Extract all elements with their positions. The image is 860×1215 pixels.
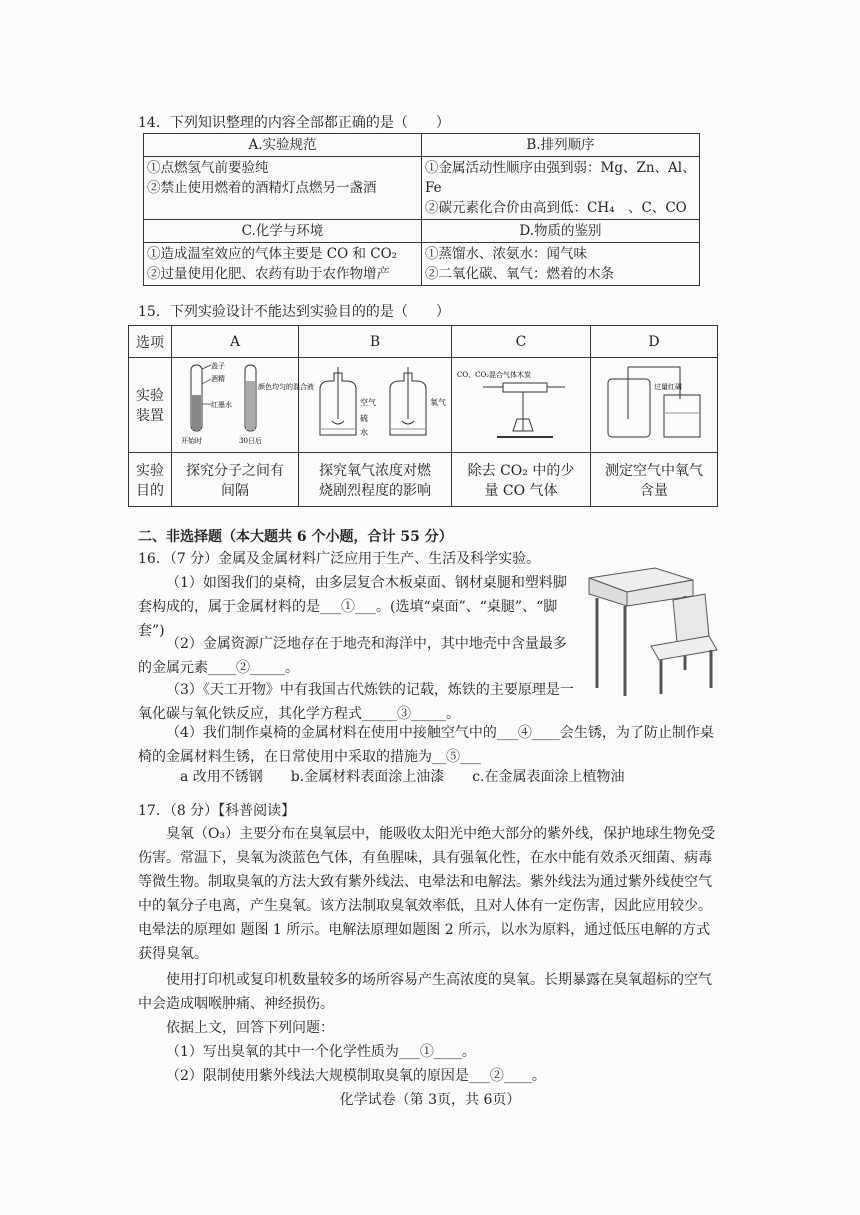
q15-option-c: C xyxy=(452,326,591,358)
q15-purpose-a: 探究分子之间有间隔 xyxy=(172,453,299,507)
q16-part4: （4）我们制作桌椅的金属材料在使用中接触空气中的___④____会生锈，为了防止制作桌椅的金属材料生锈，在日常使用中采取的措施为__⑤___ xyxy=(138,725,714,765)
q14-b2: ②碳元素化合价由高到低：CH₄ 、C、CO xyxy=(425,200,687,216)
q14-a-head: A.实验规范 xyxy=(144,134,422,157)
q15-label-apparatus: 实验装置 xyxy=(129,358,172,453)
q16-part3: （3）《天工开物》中有我国古代炼铁的记载，炼铁的主要原理是一氧化碳与氧化铁反应，其化学方程式_____③_____。 xyxy=(138,682,574,722)
q17-para2: 使用打印机或复印机数量较多的场所容易产生高浓度的臭氧。长期暴露在臭氧超标的空气中会造成咽喉肿痛、神经损伤。 xyxy=(138,972,712,1012)
q15-stem: 15．下列实验设计不能达到实验目的的是（ ） xyxy=(138,304,450,320)
svg-text:过量红磷: 过量红磷 xyxy=(654,383,682,391)
q14-a1: ①点燃氢气前要验纯 xyxy=(147,160,269,176)
q15-table xyxy=(128,325,718,507)
svg-text:开始时: 开始时 xyxy=(181,437,202,445)
svg-text:盖子: 盖子 xyxy=(211,362,225,370)
svg-text:30日后: 30日后 xyxy=(239,437,262,445)
q14-c-content xyxy=(144,243,422,286)
svg-text:硫: 硫 xyxy=(360,414,368,423)
diffusion-tubes-diagram xyxy=(173,359,314,447)
q15-apparatus-c xyxy=(452,358,591,453)
q14-d2: ②二氧化碳、氧气：燃着的木条 xyxy=(425,266,614,282)
svg-text:空气: 空气 xyxy=(360,398,376,407)
q14-c1: ①造成温室效应的气体主要是 CO 和 CO₂ xyxy=(147,246,398,262)
q17-stem: 17．（8 分）【科普阅读】 xyxy=(138,803,296,819)
section-2-heading: 二、非选择题（本大题共 6 个小题，合计 55 分） xyxy=(138,529,453,545)
page-footer: 化学试卷（第 3页，共 6页） xyxy=(339,1092,521,1108)
q14-stem: 14．下列知识整理的内容全部都正确的是（ ） xyxy=(138,115,450,131)
q14-a-content xyxy=(144,157,422,220)
q17-para3: 依据上文，回答下列问题： xyxy=(166,1020,334,1036)
svg-text:氧气: 氧气 xyxy=(430,398,446,407)
q15-apparatus-d xyxy=(591,358,718,453)
oxygen-content-diagram xyxy=(592,359,716,447)
q16-stem: 16．（7 分）金属及金属材料广泛应用于生产、生活及科学实验。 xyxy=(138,551,541,567)
q16-part1: （1）如图我们的桌椅，由多层复合木板桌面、钢材桌腿和塑料脚套构成的，属于金属材料的是___①___。(选填“桌面”、“桌腿”、“脚套”) xyxy=(138,575,567,639)
svg-text:CO、CO₂混合气体: CO、CO₂混合气体 xyxy=(457,371,517,379)
svg-text:颜色均匀的混合液: 颜色均匀的混合液 xyxy=(258,383,314,391)
q14-c2: ②过量使用化肥、农药有助于农作物增产 xyxy=(147,266,390,282)
q15-purpose-c: 除去 CO₂ 中的少量 CO 气体 xyxy=(452,453,591,507)
q17-question2: （2）限制使用紫外线法大规模制取臭氧的原因是___②____。 xyxy=(166,1068,546,1084)
co-removal-diagram xyxy=(453,359,589,447)
q15-purpose-b: 探究氧气浓度对燃烧剧烈程度的影响 xyxy=(299,453,452,507)
q15-option-d: D xyxy=(591,326,718,358)
sulfur-combustion-diagram xyxy=(300,359,450,447)
q14-a2: ②禁止使用燃着的酒精灯点燃另一盏酒 xyxy=(147,180,377,196)
q17-para1: 臭氧（O₃）主要分布在臭氧层中，能吸收太阳光中绝大部分的紫外线，保护地球生物免受伤害。常温下，臭氧为淡蓝色气体，有鱼腥味，具有强氧化性，在水中能有效杀灭细菌、病毒等微生物。制取臭氧的方法大致有紫外线法、电晕法和电解法。紫外线法为通过紫外线使空气中的氧分子电离，产生臭氧。该方法制取臭氧效率低，且对人体有一定伤害，因此应用较少。电晕法的原理如 题图 1 所示。电解法原理如题图 2 所示，以水为原料，通过低压电解的方式获得臭氧。 xyxy=(138,826,716,962)
q15-label-option: 选项 xyxy=(129,326,172,358)
q15-apparatus-b xyxy=(299,358,452,453)
q14-d-head: D.物质的鉴别 xyxy=(422,220,700,243)
q14-b-head: B.排列顺序 xyxy=(422,134,700,157)
q15-label-purpose: 实验目的 xyxy=(129,453,172,507)
q17-question1: （1）写出臭氧的其中一个化学性质为___①____。 xyxy=(166,1044,476,1060)
svg-text:酒精: 酒精 xyxy=(211,375,225,383)
q15-option-a: A xyxy=(172,326,299,358)
svg-text:红墨水: 红墨水 xyxy=(211,401,232,409)
q14-c-head: C.化学与环境 xyxy=(144,220,422,243)
q16-part2: （2）金属资源广泛地存在于地壳和海洋中，其中地壳中含量最多的金属元素____②_____。 xyxy=(138,636,567,676)
q14-table xyxy=(143,133,700,286)
svg-text:水: 水 xyxy=(360,428,368,437)
q14-d-content xyxy=(422,243,700,286)
q14-b-content xyxy=(422,157,700,220)
q14-d1: ①蒸馏水、浓氨水：闻气味 xyxy=(425,246,587,262)
q15-apparatus-a xyxy=(172,358,314,453)
q15-purpose-d: 测定空气中氧气含量 xyxy=(591,453,718,507)
q15-option-b: B xyxy=(299,326,452,358)
desk-chair-illustration xyxy=(581,560,721,700)
q14-b1: ①金属活动性顺序由强到弱：Mg、Zn、Al、Fe xyxy=(425,160,696,196)
q16-choices: a 改用不锈钢 b.金属材料表面涂上油漆 c.在金属表面涂上植物油 xyxy=(180,769,625,785)
svg-text:木炭: 木炭 xyxy=(517,371,531,379)
